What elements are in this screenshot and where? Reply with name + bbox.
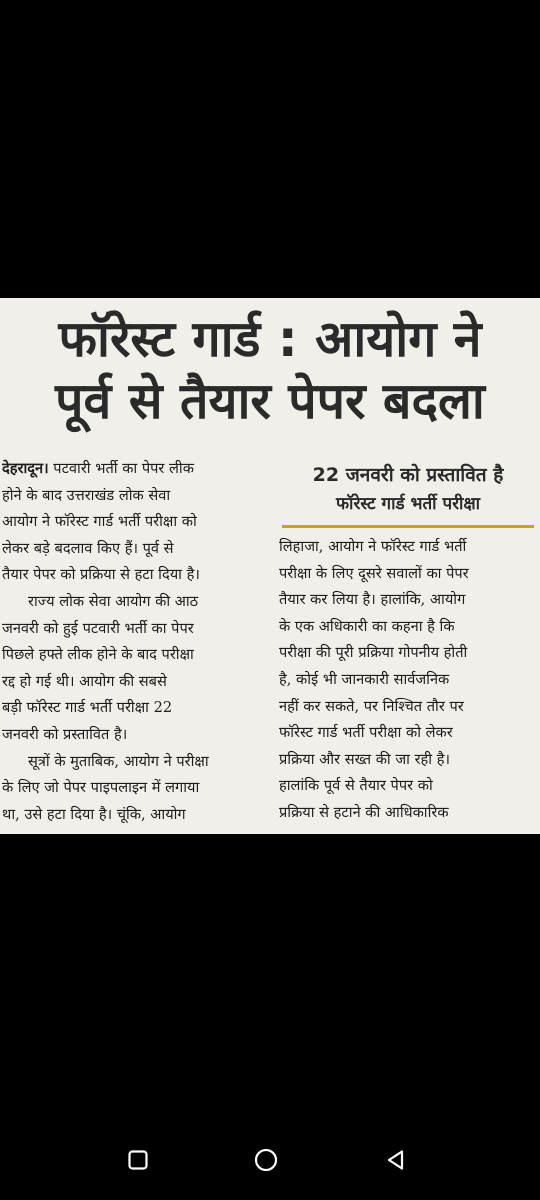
system-navigation-bar bbox=[0, 1120, 540, 1200]
headline-line-1: फॉरेस्ट गार्ड : आयोग ने bbox=[58, 310, 482, 368]
sidebar-highlight bbox=[279, 456, 537, 522]
left-column-line: पिछले हफ्ते लीक होने के बाद परीक्षा bbox=[2, 646, 194, 664]
right-column-line: फॉरेस्ट गार्ड भर्ती परीक्षा को लेकर bbox=[279, 724, 453, 742]
left-column-line: राज्य लोक सेवा आयोग की आठ bbox=[28, 592, 199, 610]
left-column-line: जनवरी को हुई पटवारी भर्ती का पेपर bbox=[2, 619, 194, 637]
circle-home-icon bbox=[253, 1147, 279, 1173]
right-column-line: है, कोई भी जानकारी सार्वजनिक bbox=[279, 670, 450, 688]
left-column-line: देहरादून। पटवारी भर्ती का पेपर लीक bbox=[2, 460, 194, 477]
sidebar-line-1: 22 जनवरी को प्रस्तावित है bbox=[312, 464, 504, 486]
left-column-line: तैयार पेपर को प्रक्रिया से हटा दिया है। bbox=[2, 566, 200, 584]
right-column-line: हालांकि पूर्व से तैयार पेपर को bbox=[279, 777, 433, 795]
right-column bbox=[279, 534, 537, 827]
sidebar-rule bbox=[282, 525, 534, 528]
triangle-back-icon bbox=[384, 1148, 408, 1172]
right-column-line: परीक्षा के लिए दूसरे सवालों का पेपर bbox=[279, 564, 469, 582]
right-column-line: के एक अधिकारी का कहना है कि bbox=[279, 617, 455, 635]
left-column-line: लेकर बड़े बदलाव किए हैं। पूर्व से bbox=[2, 539, 174, 557]
left-column bbox=[2, 456, 266, 828]
left-column-line: था, उसे हटा दिया है। चूंकि, आयोग bbox=[2, 805, 186, 823]
square-recents-icon bbox=[126, 1148, 150, 1172]
right-column-line: प्रक्रिया और सख्त की जा रही है। bbox=[279, 750, 450, 768]
right-column-line: तैयार कर लिया है। हालांकि, आयोग bbox=[279, 591, 466, 609]
sidebar-line-2: फॉरेस्ट गार्ड भर्ती परीक्षा bbox=[335, 494, 481, 514]
left-column-line: रद्द हो गई थी। आयोग की सबसे bbox=[2, 672, 167, 690]
headline-line-2: पूर्व से तैयार पेपर बदला bbox=[55, 372, 485, 430]
right-column-line: परीक्षा की पूरी प्रक्रिया गोपनीय होती bbox=[279, 644, 468, 662]
left-column-line: जनवरी को प्रस्तावित है। bbox=[2, 725, 128, 743]
left-column-line: बड़ी फॉरेस्ट गार्ड भर्ती परीक्षा 22 bbox=[2, 699, 173, 717]
back-button[interactable] bbox=[372, 1136, 420, 1184]
newspaper-clipping bbox=[0, 298, 540, 834]
home-button[interactable] bbox=[242, 1136, 290, 1184]
recents-button[interactable] bbox=[114, 1136, 162, 1184]
left-column-line: आयोग ने फॉरेस्ट गार्ड भर्ती परीक्षा को bbox=[2, 513, 197, 531]
right-column-line: प्रक्रिया से हटाने की आधिकारिक bbox=[279, 803, 449, 821]
left-column-line: होने के बाद उत्तराखंड लोक सेवा bbox=[2, 486, 171, 504]
left-column-line: सूत्रों के मुताबिक, आयोग ने परीक्षा bbox=[28, 752, 209, 770]
right-column-line: लिहाजा, आयोग ने फॉरेस्ट गार्ड भर्ती bbox=[279, 538, 467, 555]
right-column-line: नहीं कर सकते, पर निश्चित तौर पर bbox=[279, 697, 464, 715]
left-column-line: के लिए जो पेपर पाइपलाइन में लगाया bbox=[2, 779, 200, 797]
dateline: देहरादून। bbox=[2, 460, 49, 477]
